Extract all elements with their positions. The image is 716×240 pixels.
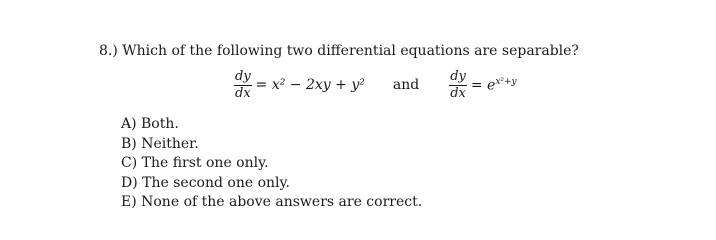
equation-2-rhs-base: = e <box>470 77 496 94</box>
answer-choices <box>121 115 422 213</box>
equation-1-rhs: = x² − 2xy + y² <box>255 77 365 93</box>
equation-conjunction: and <box>392 77 420 93</box>
equations-row <box>234 63 517 107</box>
choice-a: A) Both. <box>121 116 179 132</box>
equation-2 <box>449 70 516 101</box>
choice-d: D) The second one only. <box>121 174 290 191</box>
equation-2-derivative <box>449 70 467 101</box>
choice-e: E) None of the above answers are correct. <box>121 194 423 211</box>
equation-1-denominator: dx <box>235 85 251 101</box>
equation-2-rhs-exponent: x²+y <box>495 76 517 87</box>
choice-c: C) The first one only. <box>121 155 269 172</box>
equation-2-numerator: dy <box>450 68 466 84</box>
equation-1-derivative <box>234 70 252 101</box>
question-text: 8.) Which of the following two differential equations are separable? <box>99 43 579 59</box>
equation-2-denominator: dx <box>450 85 466 101</box>
equation-1-numerator: dy <box>235 68 251 84</box>
choice-b: B) Neither. <box>121 135 199 152</box>
equation-2-rhs <box>471 77 517 94</box>
